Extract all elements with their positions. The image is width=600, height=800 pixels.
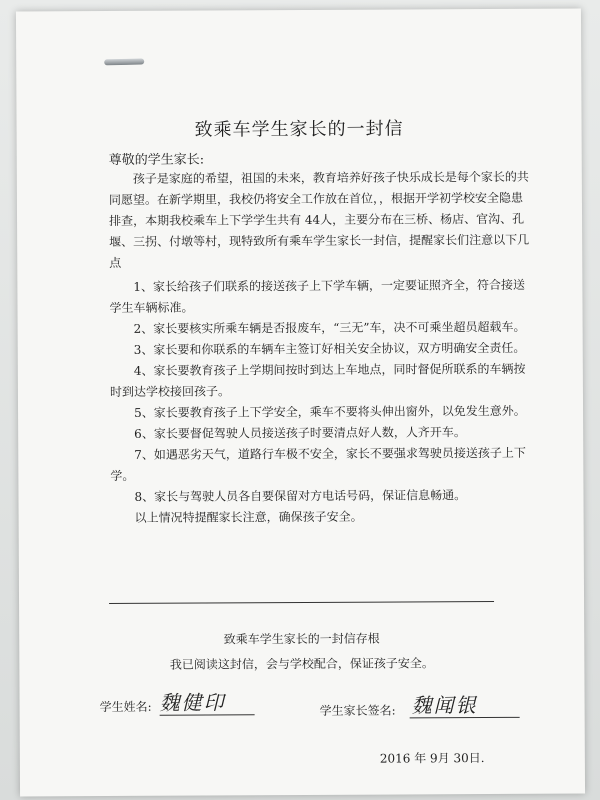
list-item: 5、家长要教育孩子上下学安全，乘车不要将头伸出窗外，以免发生意外。 bbox=[134, 403, 526, 420]
stub-title: 致乘车学生家长的一封信存根 bbox=[223, 631, 380, 647]
notice-list bbox=[109, 275, 530, 529]
closing-text: 以上情况特提醒家长注意，确保孩子安全。 bbox=[134, 509, 363, 525]
list-item: 4、家长要教育孩子上学期间按时到达上车地点，同时督促所联系的车辆按时到达学校接回孩子。 bbox=[109, 361, 526, 399]
greeting: 尊敬的学生家长: bbox=[108, 152, 205, 169]
list-item: 8、家长与驾驶人员各自要保留对方电话号码，保证信息畅通。 bbox=[134, 488, 467, 504]
parent-signature-line bbox=[410, 717, 520, 719]
list-item: 3、家长要和你联系的车辆车主签订好相关安全协议，双方明确安全责任。 bbox=[133, 340, 526, 357]
date: 2016 年 9月 30日. bbox=[379, 751, 485, 766]
parent-signature-label: 学生家长签名: bbox=[319, 703, 396, 718]
parent-signature: 魏闻银 bbox=[411, 693, 478, 718]
student-name-label: 学生姓名: bbox=[99, 699, 152, 715]
intro-paragraph: 孩子是家庭的希望，祖国的未来，教育培养好孩子快乐成长是每个家长的共同愿望。在新学期里，我校仍将安全工作放在首位，，根据开学初学校安全隐患排查，本期我校乘车上下学学生共有 44人，主要分布在三桥、杨店、官沟、孔堰、三拐、付墩等村，现特致所有乘车学生家长一封信，提醒家长们注意以下几点 bbox=[108, 169, 530, 270]
list-item: 6、家长要督促驾驶人员接送孩子时要清点好人数，人齐开车。 bbox=[134, 425, 466, 441]
letter-title: 致乘车学生家长的一封信 bbox=[194, 118, 404, 141]
stub-statement: 我已阅读这封信，会与学校配合，保证孩子安全。 bbox=[169, 656, 434, 672]
student-signature: 魏健印 bbox=[159, 690, 226, 715]
letter-body bbox=[109, 167, 530, 274]
list-item: 1、家长给孩子们联系的接送孩子上下学车辆，一定要证照齐全，符合接送学生车辆标准。 bbox=[109, 277, 526, 315]
cut-divider bbox=[109, 601, 494, 604]
letter-page bbox=[16, 9, 585, 797]
list-item: 2、家长要核实所乘车辆是否报废车，“三无”车，决不可乘坐超员超载车。 bbox=[133, 319, 526, 336]
staple-icon bbox=[104, 58, 144, 65]
student-signature-line bbox=[160, 714, 255, 715]
list-item: 7、如遇恶劣天气，道路行车极不安全，家长不要强求驾驶员接送孩子上下学。 bbox=[110, 445, 526, 483]
